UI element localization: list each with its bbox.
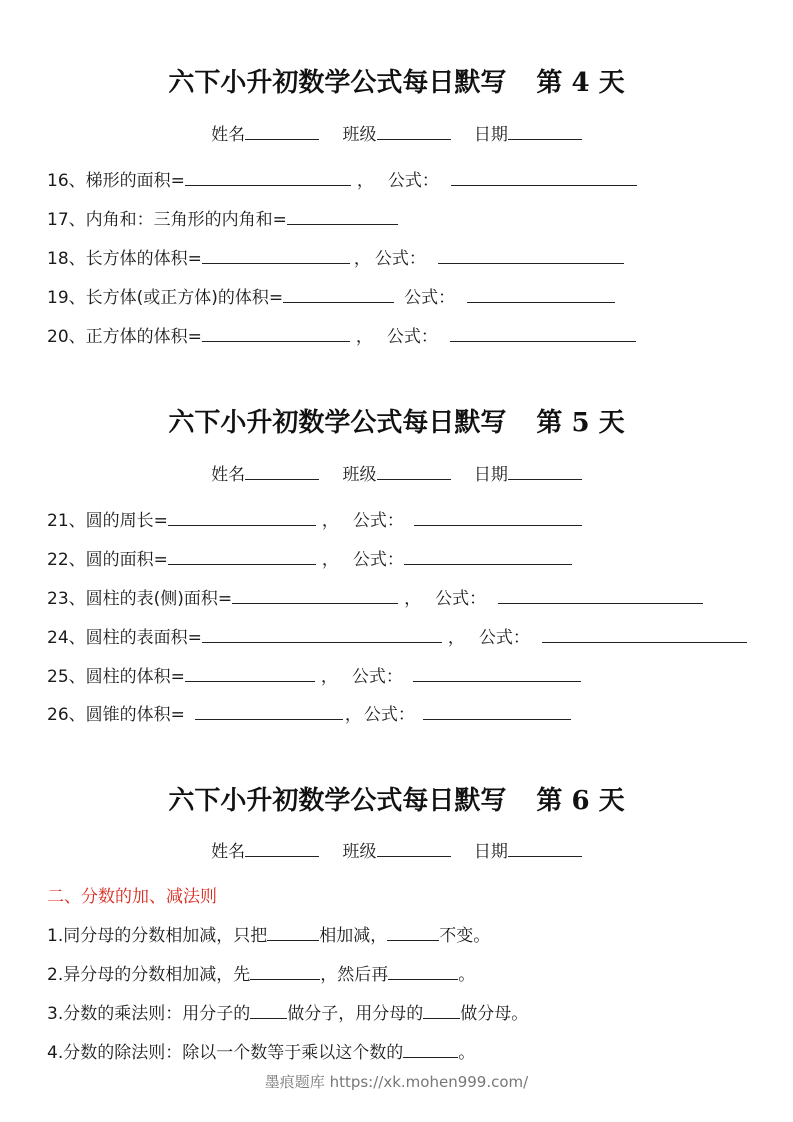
formula-blank[interactable] [414, 507, 582, 526]
name-field[interactable] [245, 838, 319, 857]
formula-label: 公式： [404, 288, 456, 308]
answer-blank[interactable] [287, 206, 398, 225]
formula-blank[interactable] [542, 624, 747, 643]
rule-blank[interactable] [388, 961, 458, 980]
rule-1 [47, 921, 490, 946]
question-16 [47, 166, 637, 191]
question-label: 长方体(或正方体)的体积= [85, 288, 284, 308]
question-22 [47, 545, 572, 570]
rule-text: 。 [458, 1043, 476, 1063]
rule-blank[interactable] [250, 961, 320, 980]
rule-3 [47, 999, 528, 1024]
rule-text: 不变。 [439, 926, 491, 946]
separator: ， [321, 550, 339, 570]
question-number: 26、 [47, 705, 86, 725]
question-20 [47, 322, 636, 347]
class-field[interactable] [377, 838, 451, 857]
answer-blank[interactable] [202, 323, 350, 342]
question-number: 19、 [47, 288, 86, 308]
question-number: 17、 [47, 210, 86, 230]
rule-text: ，然后再 [320, 965, 389, 985]
date-label: 日期 [473, 465, 508, 485]
worksheet-title-day4 [0, 62, 793, 99]
student-info-day4 [0, 120, 793, 145]
date-field[interactable] [508, 838, 582, 857]
title-text: 六下小升初数学公式每日默写 [168, 68, 507, 98]
formula-label: 公式： [374, 249, 426, 269]
answer-blank[interactable] [232, 585, 398, 604]
student-info-day6 [0, 837, 793, 862]
separator: ， [355, 327, 373, 347]
formula-blank[interactable] [413, 663, 581, 682]
rule-blank[interactable] [250, 1000, 287, 1019]
class-label: 班级 [342, 125, 377, 145]
formula-blank[interactable] [423, 701, 571, 720]
name-label: 姓名 [211, 465, 246, 485]
formula-label: 公式： [351, 667, 403, 687]
day-label: 第 4 天 [536, 68, 625, 98]
question-number: 23、 [47, 589, 86, 609]
rule-blank[interactable] [267, 922, 319, 941]
separator: ， [353, 249, 371, 269]
student-info-day5 [0, 460, 793, 485]
answer-blank[interactable] [202, 245, 350, 264]
separator: ， [447, 628, 465, 648]
rule-text: 1.同分母的分数相加减，只把 [47, 926, 268, 946]
worksheet-title-day6 [0, 780, 793, 817]
formula-label: 公式： [363, 705, 415, 725]
question-17 [47, 205, 398, 230]
name-label: 姓名 [211, 842, 246, 862]
answer-blank[interactable] [168, 507, 316, 526]
question-25 [47, 662, 581, 687]
date-field[interactable] [508, 121, 582, 140]
question-18 [47, 244, 624, 269]
day-label: 第 5 天 [536, 408, 625, 438]
question-label: 圆柱的体积= [85, 667, 185, 687]
question-number: 21、 [47, 511, 86, 531]
footer-watermark: 墨痕题库 https://xk.mohen999.com/ [264, 1073, 529, 1091]
question-number: 18、 [47, 249, 86, 269]
question-26 [47, 700, 571, 725]
rule-text: 4.分数的除法则：除以一个数等于乘以这个数的 [47, 1043, 404, 1063]
formula-blank[interactable] [498, 585, 703, 604]
formula-blank[interactable] [451, 167, 637, 186]
question-19 [47, 283, 615, 308]
rule-blank[interactable] [403, 1039, 458, 1058]
question-label: 长方体的体积= [85, 249, 202, 269]
day-label: 第 6 天 [536, 786, 625, 816]
name-field[interactable] [245, 461, 319, 480]
rule-blank[interactable] [387, 922, 439, 941]
question-number: 22、 [47, 550, 86, 570]
class-label: 班级 [342, 842, 377, 862]
class-field[interactable] [377, 461, 451, 480]
formula-blank[interactable] [404, 546, 572, 565]
formula-label: 公式： [352, 550, 404, 570]
question-label: 正方体的体积= [85, 327, 202, 347]
separator: ， [404, 589, 422, 609]
question-number: 16、 [47, 171, 86, 191]
formula-label: 公式： [352, 511, 404, 531]
answer-blank[interactable] [202, 624, 442, 643]
question-label: 圆柱的表面积= [85, 628, 202, 648]
separator: ， [321, 511, 339, 531]
rule-text: 做分子，用分母的 [287, 1004, 424, 1024]
name-field[interactable] [245, 121, 319, 140]
rule-text: 3.分数的乘法则：用分子的 [47, 1004, 251, 1024]
name-label: 姓名 [211, 125, 246, 145]
rule-4 [47, 1038, 475, 1063]
rule-2 [47, 960, 475, 985]
question-label: 圆柱的表(侧)面积= [85, 589, 233, 609]
title-text: 六下小升初数学公式每日默写 [168, 786, 507, 816]
formula-label: 公式： [387, 171, 439, 191]
worksheet-title-day5 [0, 402, 793, 439]
class-label: 班级 [342, 465, 377, 485]
answer-blank[interactable] [195, 701, 343, 720]
question-label: 圆的面积= [85, 550, 168, 570]
formula-label: 公式： [386, 327, 438, 347]
question-number: 25、 [47, 667, 86, 687]
question-23 [47, 584, 703, 609]
formula-blank[interactable] [438, 245, 624, 264]
question-number: 20、 [47, 327, 86, 347]
rule-text: 2.异分母的分数相加减，先 [47, 965, 251, 985]
separator: ， [356, 171, 374, 191]
question-24 [47, 623, 747, 648]
rule-blank[interactable] [423, 1000, 460, 1019]
formula-label: 公式： [478, 628, 530, 648]
question-label: 内角和：三角形的内角和= [85, 210, 287, 230]
title-text: 六下小升初数学公式每日默写 [168, 408, 507, 438]
answer-blank[interactable] [168, 546, 316, 565]
answer-blank[interactable] [185, 167, 351, 186]
rule-text: 。 [458, 965, 476, 985]
question-label: 梯形的面积= [85, 171, 185, 191]
date-field[interactable] [508, 461, 582, 480]
separator: ， [344, 705, 362, 725]
question-number: 24、 [47, 628, 86, 648]
question-21 [47, 506, 582, 531]
date-label: 日期 [473, 125, 508, 145]
formula-blank[interactable] [467, 284, 615, 303]
answer-blank[interactable] [185, 663, 315, 682]
formula-blank[interactable] [450, 323, 636, 342]
class-field[interactable] [377, 121, 451, 140]
date-label: 日期 [473, 842, 508, 862]
rule-text: 做分母。 [460, 1004, 529, 1024]
question-label: 圆的周长= [85, 511, 168, 531]
rule-text: 相加减， [319, 926, 388, 946]
formula-label: 公式： [435, 589, 487, 609]
answer-blank[interactable] [283, 284, 394, 303]
question-label: 圆锥的体积= [85, 705, 185, 725]
separator: ， [320, 667, 338, 687]
section-heading-fraction-rules: 二、分数的加、减法则 [47, 887, 217, 907]
